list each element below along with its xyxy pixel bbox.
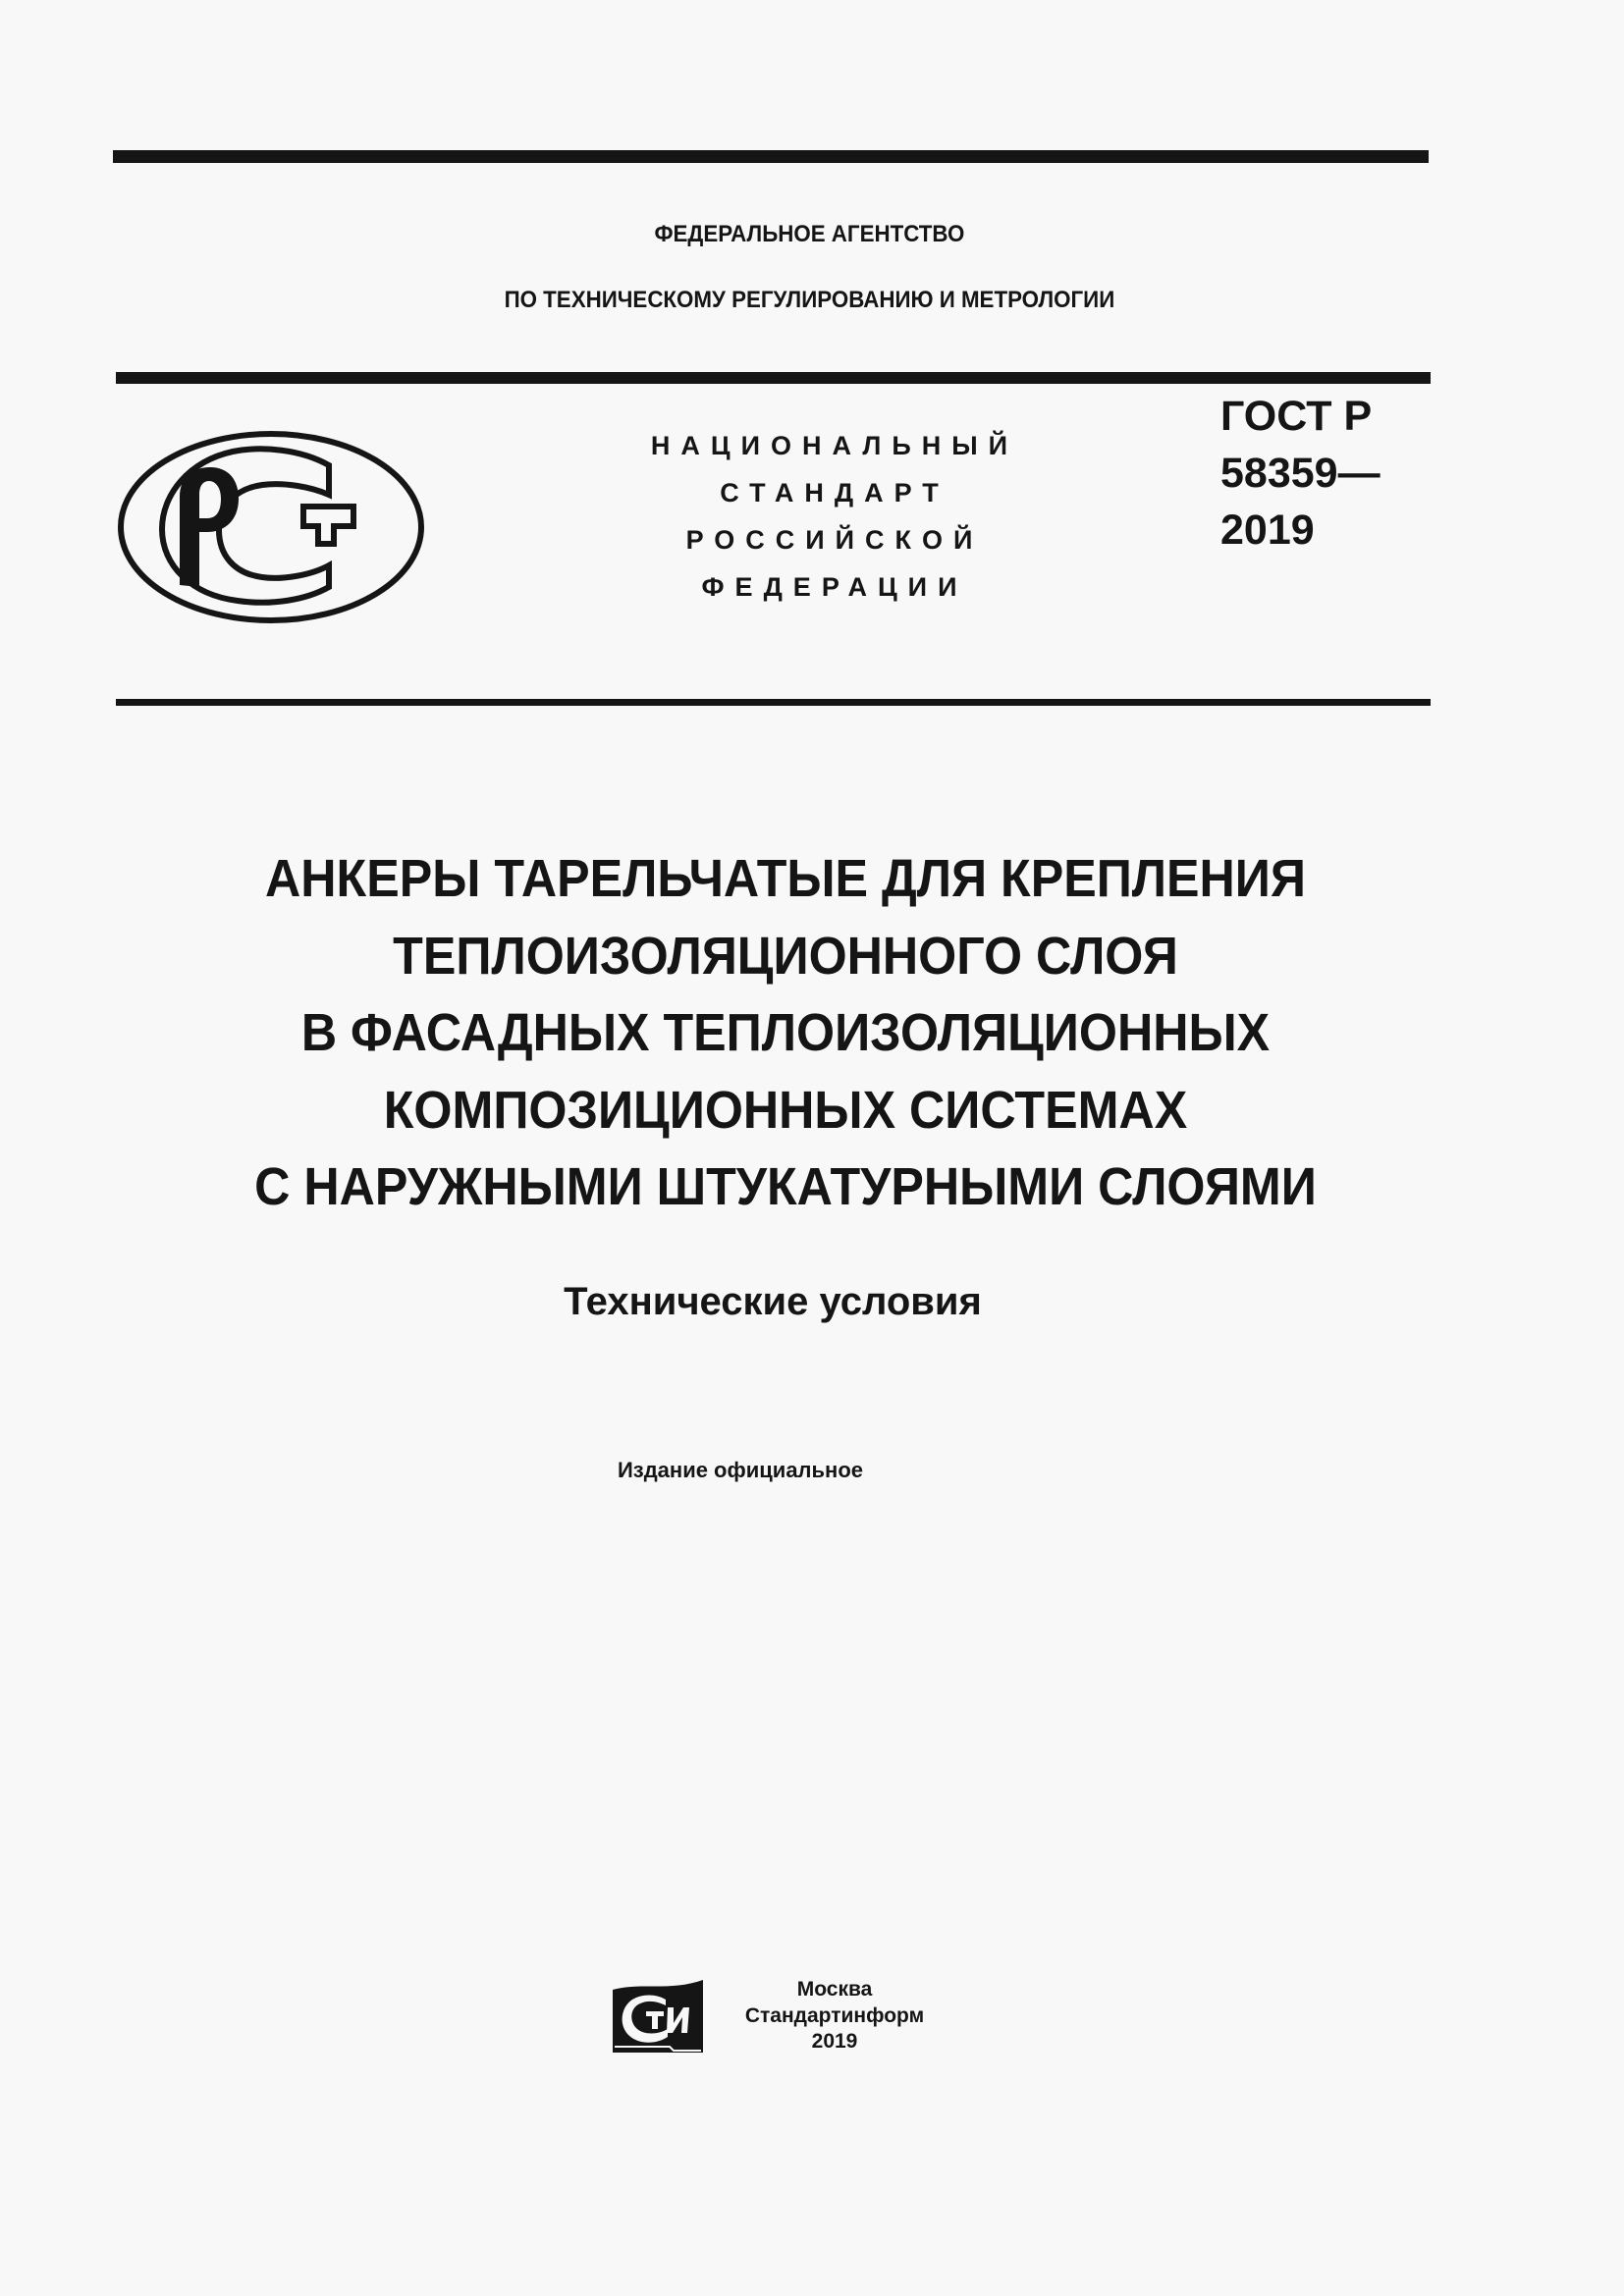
standartinform-sti-logo-icon	[611, 1978, 705, 2056]
gost-line-1: ГОСТ Р	[1220, 393, 1373, 440]
publication-year: 2019	[811, 2030, 858, 2053]
gost-designation	[1220, 388, 1380, 559]
gost-line-2: 58359—	[1220, 450, 1380, 497]
rst-gost-logo-icon	[115, 428, 427, 626]
title-line-3: В ФАСАДНЫХ ТЕПЛОИЗОЛЯЦИОННЫХ	[300, 1003, 1271, 1062]
national-standard-line-4: ФЕДЕРАЦИИ	[701, 572, 968, 602]
edition-label: Издание официальное	[617, 1458, 864, 1482]
title-line-5: С НАРУЖНЫМИ ШТУКАТУРНЫМИ СЛОЯМИ	[254, 1157, 1317, 1216]
agency-line-2: ПО ТЕХНИЧЕСКОМУ РЕГУЛИРОВАНИЮ И МЕТРОЛОГИИ	[504, 287, 1115, 313]
agency-line-1: ФЕДЕРАЛЬНОЕ АГЕНТСТВО	[654, 221, 965, 247]
national-standard-line-3: РОССИЙСКОЙ	[685, 525, 984, 555]
national-standard-line-1: НАЦИОНАЛЬНЫЙ	[650, 431, 1019, 460]
document-subtitle: Технические условия	[564, 1280, 982, 1323]
gost-line-3: 2019	[1220, 507, 1315, 554]
bottom-rule	[116, 699, 1431, 706]
title-line-2: ТЕПЛОИЗОЛЯЦИОННОГО СЛОЯ	[393, 926, 1178, 986]
title-line-4: КОМПОЗИЦИОННЫХ СИСТЕМАХ	[383, 1080, 1188, 1140]
publisher-city: Москва	[796, 1978, 873, 2001]
publisher-name: Стандартинформ	[744, 2003, 925, 2027]
top-rule	[113, 150, 1429, 163]
publisher-block	[727, 1977, 943, 2056]
national-standard-line-2: СТАНДАРТ	[720, 478, 949, 507]
title-line-1: АНКЕРЫ ТАРЕЛЬЧАТЫЕ ДЛЯ КРЕПЛЕНИЯ	[265, 849, 1306, 908]
document-title	[0, 840, 1571, 1226]
national-standard-label	[609, 422, 1060, 611]
middle-rule	[116, 372, 1431, 384]
